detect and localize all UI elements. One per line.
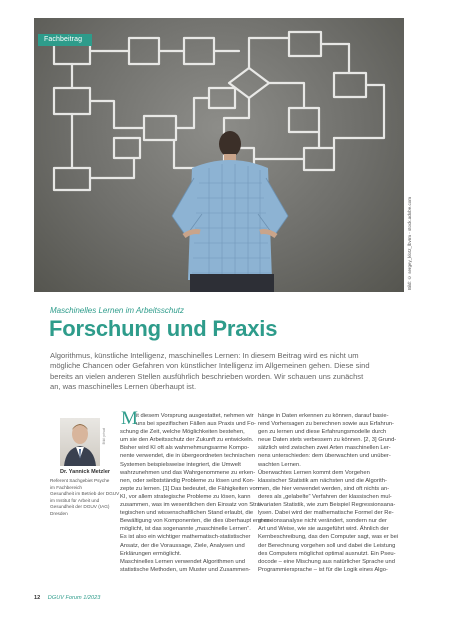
body-line: um sie den Arbeitsschutz der Zukunft zu entwickeln.: [120, 437, 254, 444]
body-line: KI, vor allem strategische Probleme zu lösen, kann: [120, 493, 251, 500]
body-line: deres als „gelabelte“ Verfahren der klassischen mul-: [258, 493, 392, 500]
body-line: rend Vorhersagen zu berechnen sowie aus Erfahrun-: [258, 421, 394, 428]
body-line: zepte zu lernen. [1] Das bedeutet, die Fähigkeiten von: [120, 485, 259, 492]
body-line: Es ist also ein wichtiger mathematisch-statistischer: [120, 534, 251, 541]
flowchart-chalk-illustration: [34, 18, 404, 292]
body-line: Ansatz, der die Voraussage, Ziele, Analysen und: [120, 542, 245, 549]
man-figure: [172, 131, 288, 292]
body-line: men, die hier verwendet werden, sind oft nichts an-: [258, 485, 390, 492]
page-footer: [34, 595, 100, 601]
body-line: Erklärungen ermöglicht.: [120, 550, 182, 557]
section-badge: Fachbeitrag: [38, 34, 92, 46]
page-number: 12: [34, 595, 41, 601]
article-lead: [50, 351, 410, 393]
body-line: der Berechnung vorgehen soll und dabei die Leistung: [258, 542, 396, 549]
article-kicker: Maschinelles Lernen im Arbeitsschutz: [50, 306, 184, 315]
body-line: nente verwendet, die in übergeordneten technischen: [120, 453, 256, 460]
lead-line: mögliche Chancen oder Gefahren von künstlicher Intelligenz im Allgemeinen gehen. Diese sind: [50, 361, 370, 371]
author-name: Dr. Yannick Metzler: [60, 469, 111, 475]
bio-line: Gesundheit im Betrieb der DGUV: [50, 491, 120, 497]
magazine-name: DGUV Forum 1/2023: [47, 595, 101, 601]
body-line: klassischer Statistik am nächsten und die Algorith-: [258, 477, 387, 484]
body-column-right: [258, 412, 408, 574]
article-title: Forschung und Praxis: [49, 316, 278, 341]
body-line: Bisher wird KI oft als wahrnehmungsarme Kompo-: [120, 445, 250, 452]
body-line: gressionsanalyse nicht verändert, sondern nur der: [258, 518, 387, 525]
author-portrait: [60, 418, 100, 466]
bio-line: im Fachbereich: [50, 484, 83, 490]
bio-line: Gesundheit der DGUV (IAG): [50, 504, 110, 510]
author-bio: [50, 478, 120, 518]
body-line: wachten Lernen.: [258, 461, 301, 468]
hero-image: [34, 18, 404, 292]
lead-line: bereits an vielen anderen Stellen ausführlich beschrieben worden. Wir schauen uns zunächst: [50, 371, 364, 381]
body-line: Kernbeschreibung, das den Computer sagt, was er bei: [258, 534, 399, 541]
body-line: Überwachtes Lernen kommt dem Vorgehen: [258, 469, 370, 476]
drop-cap: M: [121, 408, 138, 429]
body-line: zusammen, was im wesentlichen den Einsatz von Stra-: [120, 502, 262, 509]
bio-line: im Institut für Arbeit und: [50, 497, 100, 503]
body-line: Maschinelles Lernen verwendet Algorithmen und: [120, 558, 246, 565]
body-line: nens unterschieden: dem überwachten und unüber-: [258, 453, 391, 460]
hero-photo-credit: Bild: © sergey_klotz_lbvrm - stock.adobe.com: [407, 196, 412, 290]
body-line: gen zu lernen und diese Erfahrungsmodelle durch: [258, 429, 387, 436]
body-line: des Computers möglichst optimal ausnutzt. Ein Pseu-: [258, 550, 396, 557]
bio-line: Referent Sachgebiet Psyche: [50, 478, 110, 483]
body-line: Programmiersprache – ist für die Logik eines Algo-: [258, 566, 388, 573]
body-line: tegischen und wissenschaftlichen Stand erlaubt, die: [120, 510, 254, 517]
body-line: sätzlich wird zwischen zwei Arten maschinellen Ler-: [258, 445, 391, 452]
body-line: möglicht, ist das sogenannte „maschinelle Lernen“.: [120, 526, 251, 533]
body-line: Bewältigung von Komponenten, die dies überhaupt erst er-: [120, 518, 272, 525]
body-line: uns bei spezifischen Fällen aus Praxis und Fo-: [136, 421, 256, 428]
body-line: statistische Methoden, um Muster und Zusammen-: [120, 566, 251, 573]
body-line: nen, oder selbstständig Probleme zu lösen und Kon-: [120, 477, 255, 484]
body-line: wahrzunehmen und das Wahrgenommene zu erken-: [120, 469, 256, 476]
lead-line: an, was maschinelles Lernen überhaupt ist.: [50, 382, 197, 392]
body-line: it diesem Vorsprung ausgestattet, nehmen wir: [136, 413, 254, 419]
lead-line: Algorithmus, künstliche Intelligenz, maschinelles Lernen: In diesem Beitrag wird es nicht um: [50, 351, 359, 360]
body-line: tivariaten Statistik, wie zum Beispiel Regressionsana-: [258, 502, 396, 509]
body-line: neue Daten stets verbessern zu können. [2, 3] Grund-: [258, 437, 397, 444]
body-line: hänge in Daten erkennen zu können, darauf basie-: [258, 413, 389, 419]
body-line: lysen. Dabei wird der mathematische Formel der Re-: [258, 510, 394, 517]
body-line: schung die Zeit, welche Möglichkeiten bestehen,: [120, 429, 245, 436]
bio-line: Dresden: [50, 510, 68, 516]
body-line: Art und Weise, wie sie ausgeführt wird. Ähnlich der: [258, 526, 389, 533]
body-column-middle: [120, 412, 272, 574]
body-line: docode – eine Mischung aus natürlicher Sprache und: [258, 558, 395, 565]
body-line: Systemen beispielsweise integriert, die Umwelt: [120, 461, 241, 468]
author-photo-credit: Bild: privat: [102, 428, 106, 445]
